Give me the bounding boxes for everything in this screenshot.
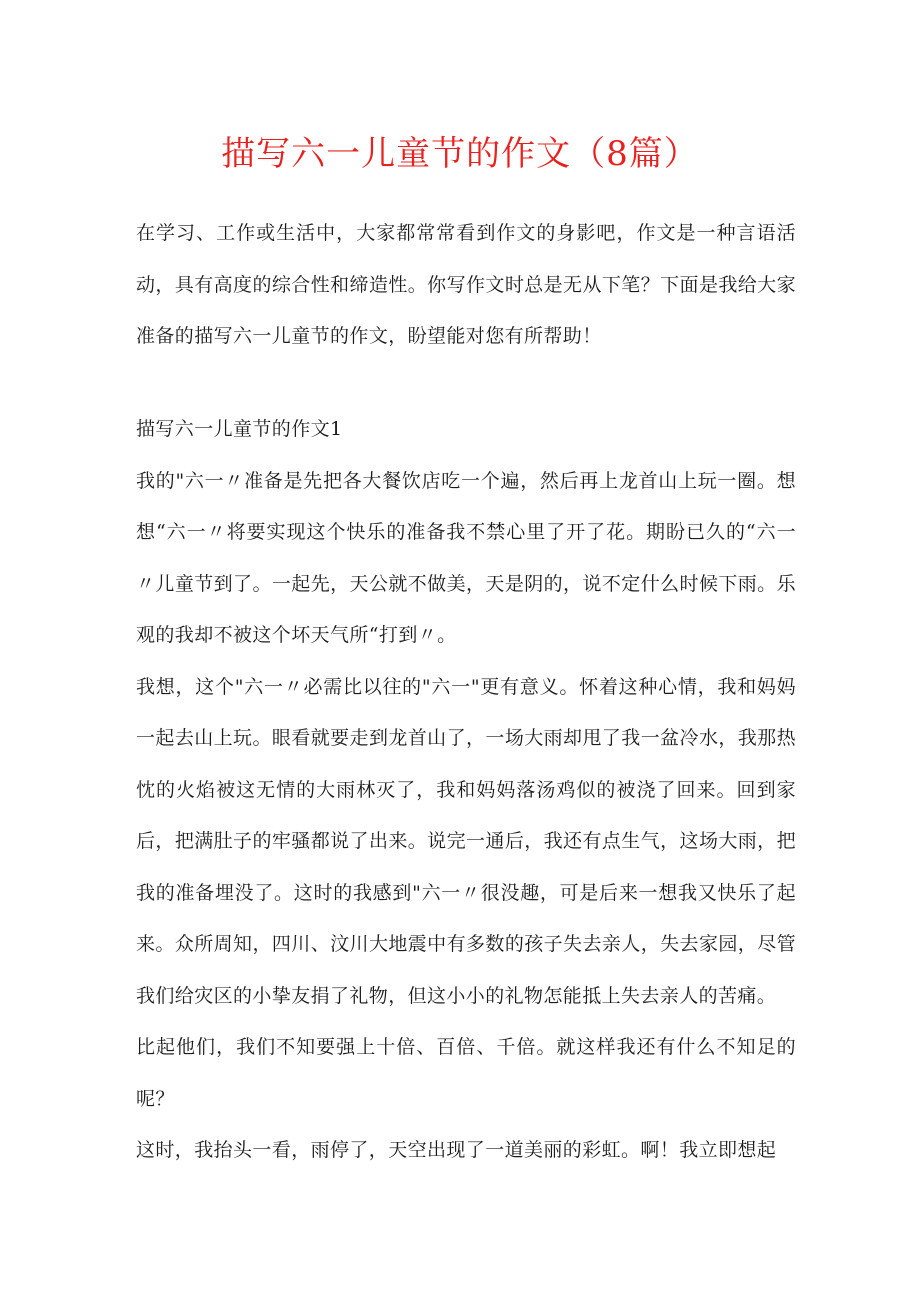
paragraph: 我的"六一〃准备是先把各大餐饮店吃一个遍，然后再上龙首山上玩一圈。想想“六一〃将要实现这个快乐的准备我不禁心里了开了花。期盼已久的“六一〃儿童节到了。一起先，天公就不做美，天是阴的，说不定什么时候下雨。乐观的我却不被这个坏天气所“打到〃。 [136, 469, 796, 646]
article-body [136, 404, 796, 1177]
section-heading: 描写六一儿童节的作文1 [136, 418, 343, 440]
paragraph: 比起他们，我们不知要强上十倍、百倍、千倍。就这样我还有什么不知足的呢？ [136, 1036, 796, 1110]
page-title: 描写六一儿童节的作文（8篇） [221, 134, 699, 174]
paragraph: 我想，这个"六一〃必需比以往的"六一"更有意义。怀着这种心情，我和妈妈一起去山上玩。眼看就要走到龙首山了，一场大雨却甩了我一盆冷水，我那热忱的火焰被这无情的大雨林灭了，我和妈妈落汤鸡似的被浇了回来。回到家后，把满肚子的牢骚都说了出来。说完一通后，我还有点生气，这场大雨，把我的准备埋没了。这时的我感到"六一〃很没趣，可是后来一想我又快乐了起来。众所周知，四川、汶川大地震中有多数的孩子失去亲人，失去家园，尽管我们给灾区的小挚友捐了礼物，但这小小的礼物怎能抵上失去亲人的苦痛。 [136, 675, 796, 1007]
paragraph: 这时，我抬头一看，雨停了，天空出现了一道美丽的彩虹。啊！我立即想起 [136, 1139, 777, 1161]
intro-paragraph: 在学习、工作或生活中，大家都常常看到作文的身影吧，作文是一种言语活动，具有高度的综合性和缔造性。你写作文时总是无从下笔？下面是我给大家准备的描写六一儿童节的作文，盼望能对您有所帮助！ [136, 222, 796, 347]
